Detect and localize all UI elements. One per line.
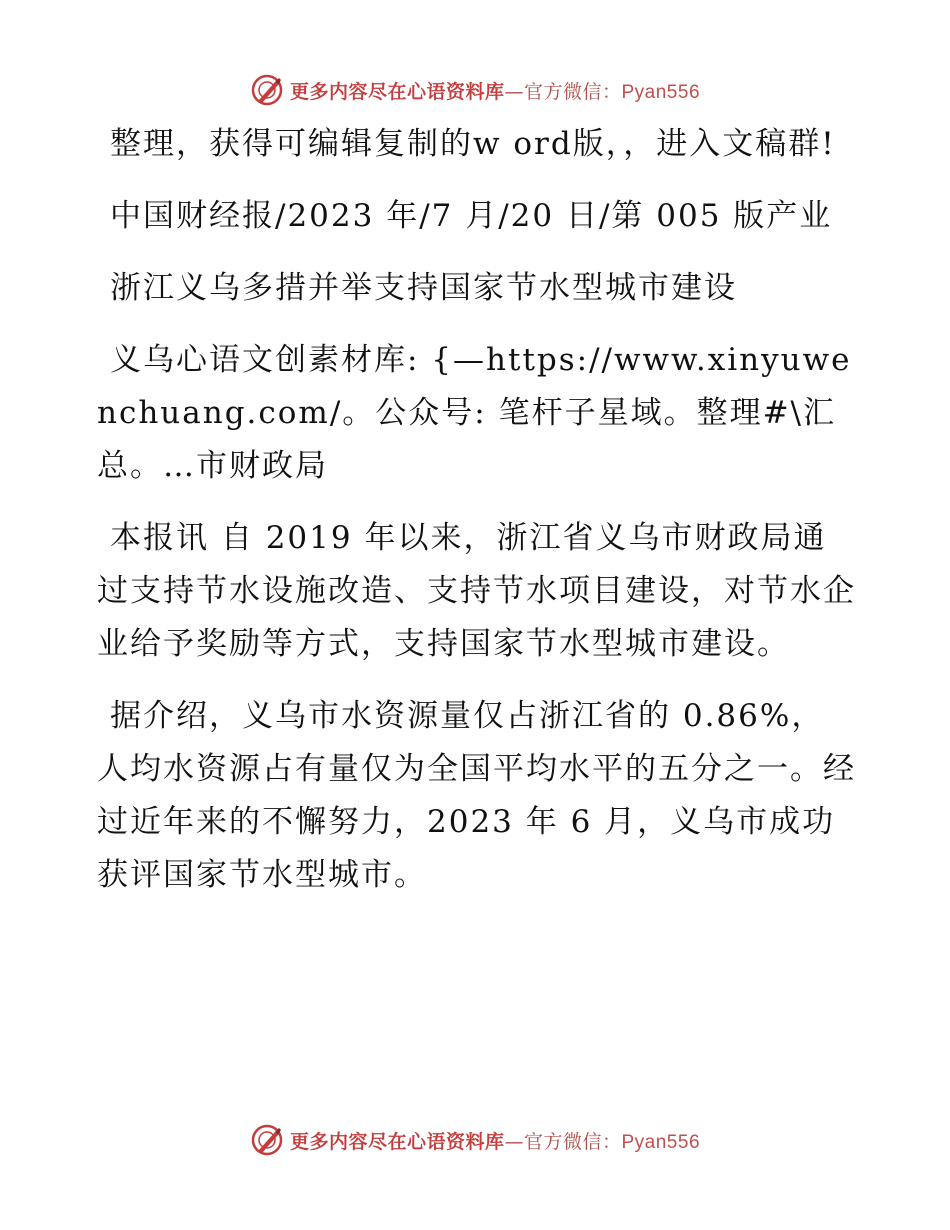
footer-banner-dash: — — [504, 1130, 524, 1153]
article-title — [97, 262, 857, 315]
source-line — [97, 190, 857, 243]
intro-paragraph — [97, 118, 857, 171]
header-banner — [0, 70, 950, 110]
header-banner-title: 更多内容尽在心语资料库 — [289, 80, 505, 103]
footer-wechat-id: Pyan556 — [621, 1131, 701, 1153]
footer-banner — [0, 1120, 950, 1160]
body-paragraph-1-text: 本报讯 自 2019 年以来，浙江省义乌市财政局通过支持节水设施改造、支持节水项目建设，对节水企业给予奖励等方式，支持国家节水型城市建设。 — [97, 520, 856, 662]
pen-logo-icon — [250, 1123, 284, 1157]
header-banner-dash: — — [504, 80, 524, 103]
byline-text: 义乌心语文创素材库: {—https://www.xinyuwenchuang.com/。公众号: 笔杆子星域。整理#\汇总。…市财政局 — [97, 342, 852, 484]
body-paragraph-2-text: 据介绍，义乌市水资源量仅占浙江省的 0.86%，人均水资源占有量仅为全国平均水平的五分之一。经过近年来的不懈努力，2023 年 6 月，义乌市成功获评国家节水型城市。 — [97, 698, 856, 893]
intro-text: 整理，获得可编辑复制的w ord版，，进入文稿群! — [110, 126, 836, 162]
article-title-text: 浙江义乌多措并举支持国家节水型城市建设 — [110, 270, 737, 306]
body-paragraph-1 — [97, 512, 857, 671]
byline-paragraph — [97, 334, 857, 493]
footer-banner-title: 更多内容尽在心语资料库 — [289, 1130, 505, 1153]
pen-logo-icon — [250, 73, 284, 107]
footer-banner-text — [290, 1127, 700, 1154]
document-body — [97, 118, 857, 921]
source-text: 中国财经报/2023 年/7 月/20 日/第 005 版产业 — [110, 198, 833, 234]
header-wechat-label: 官方微信： — [523, 80, 622, 103]
footer-wechat-label: 官方微信： — [523, 1130, 622, 1153]
header-banner-text — [290, 77, 700, 104]
body-paragraph-2 — [97, 690, 857, 902]
header-wechat-id: Pyan556 — [621, 81, 701, 103]
